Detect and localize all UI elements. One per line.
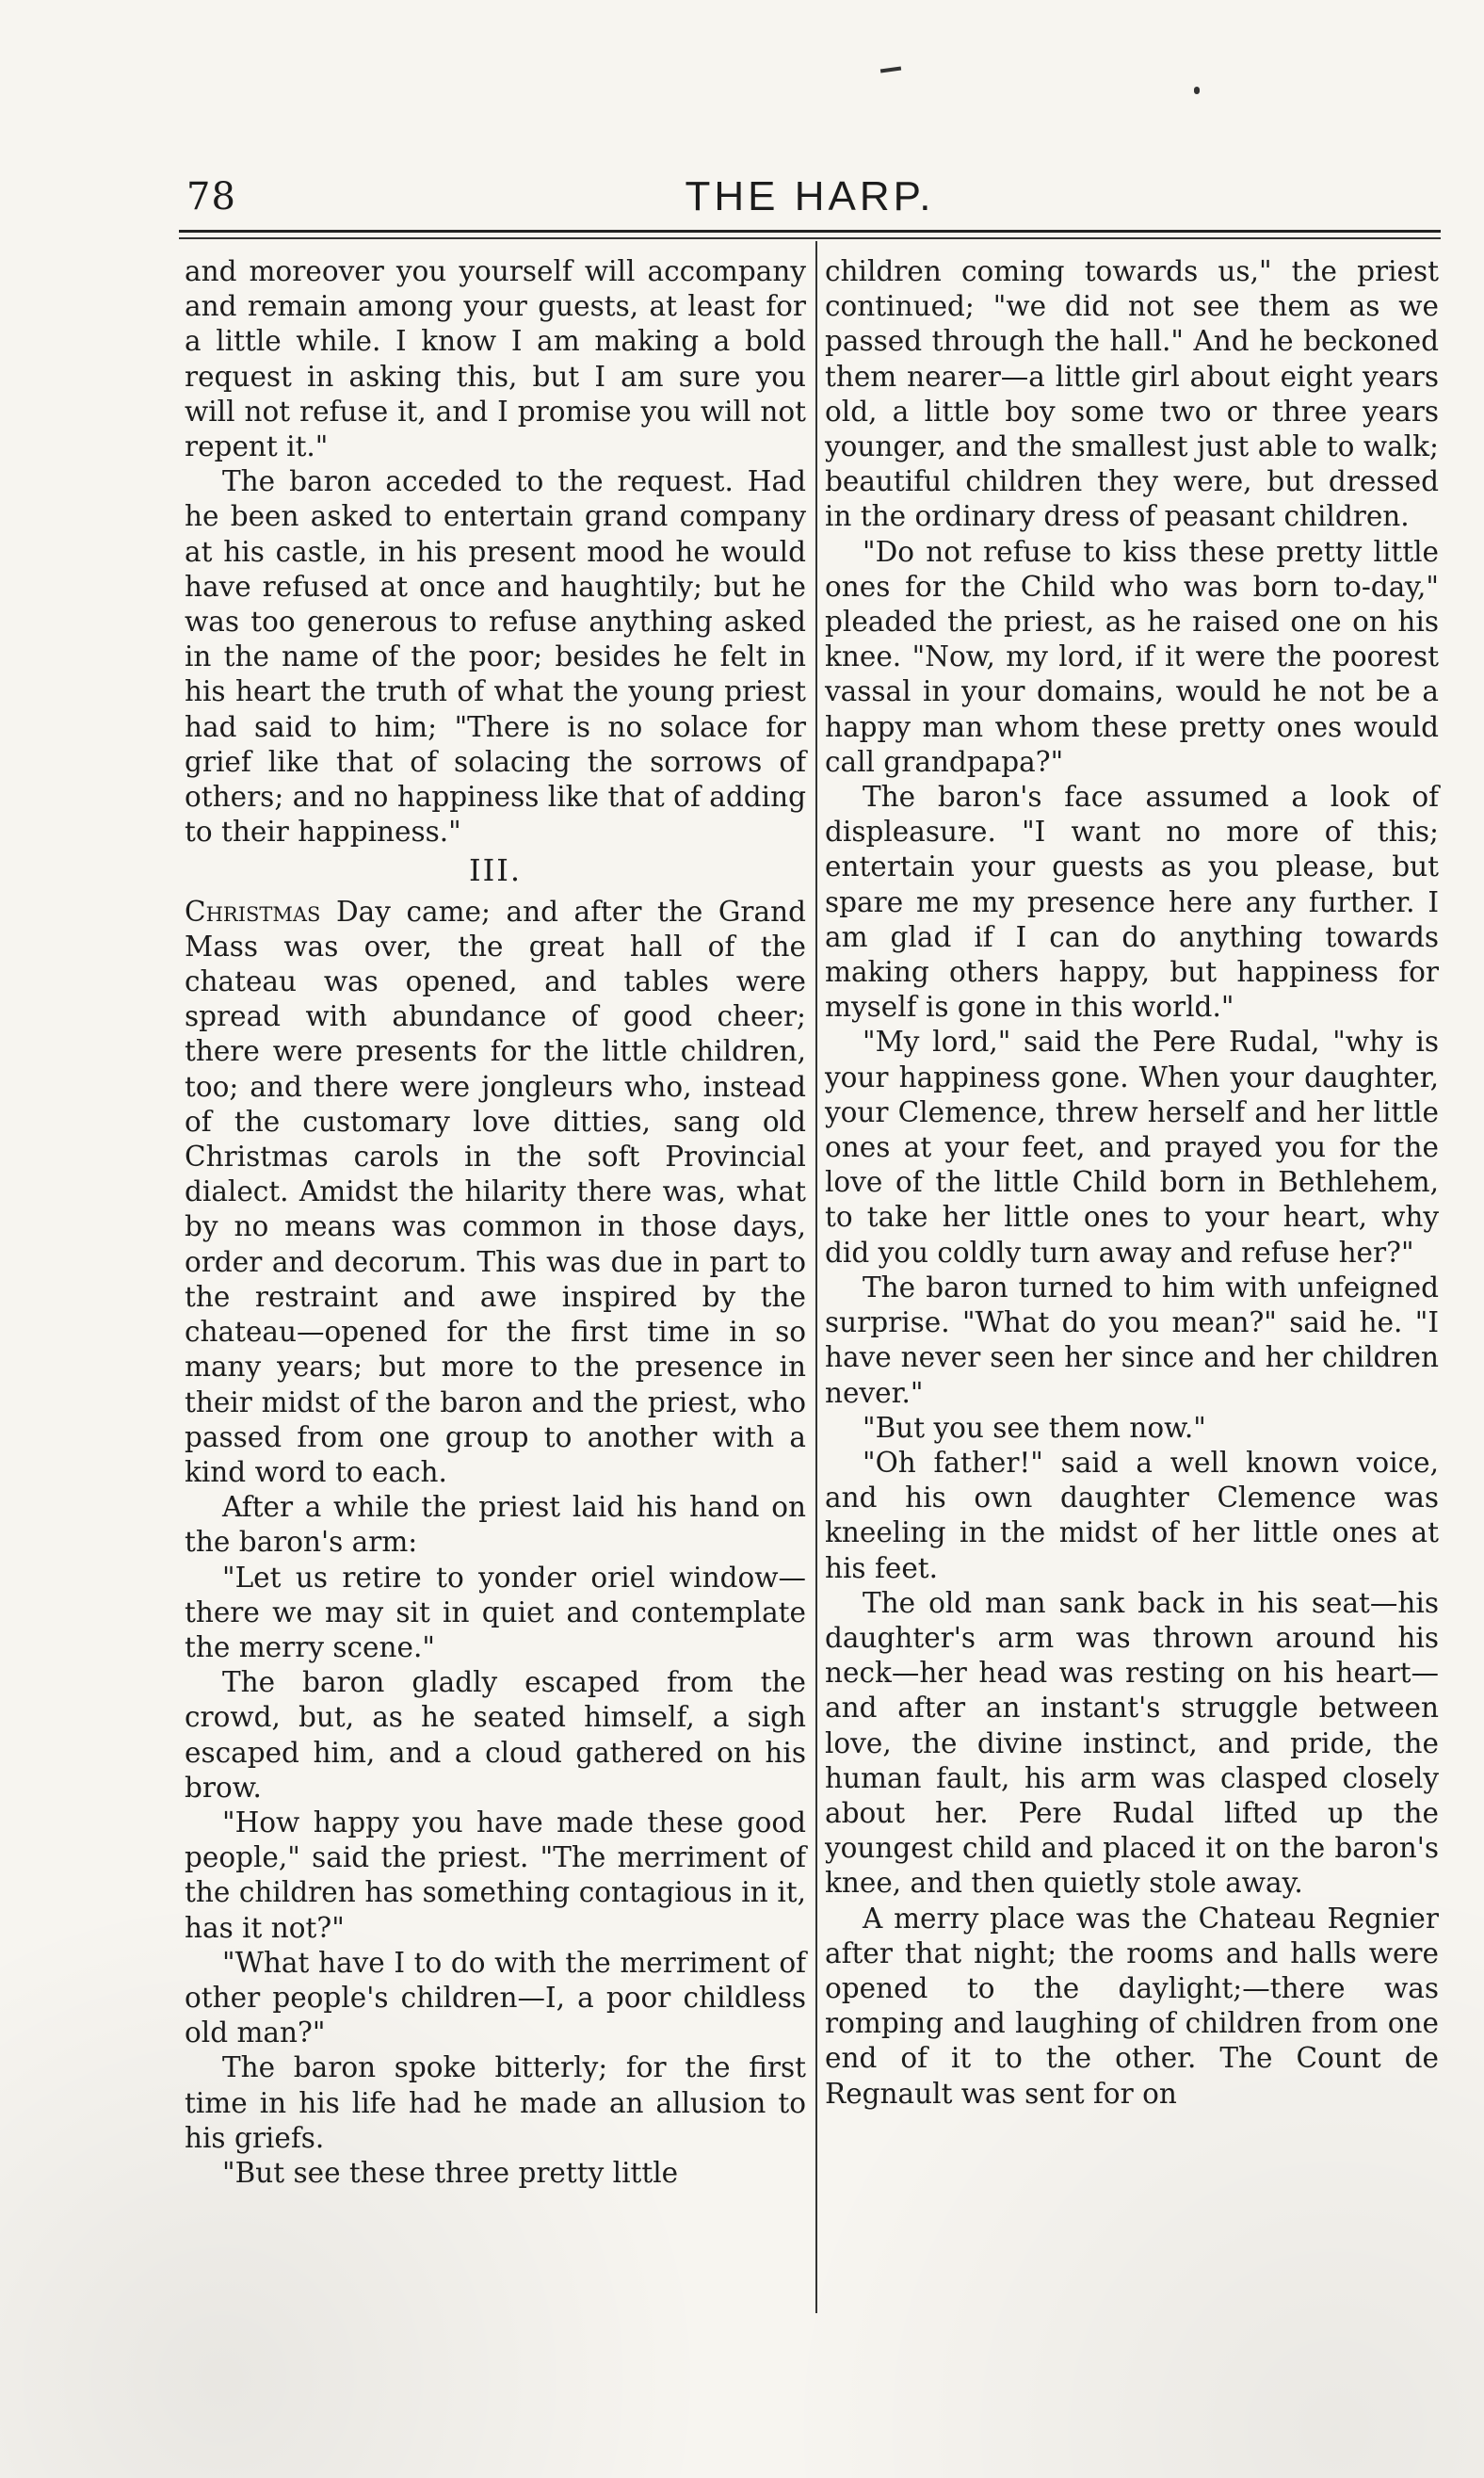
paragraph: "Let us retire to yonder oriel window—there we may sit in quiet and contemplate the merry scene." [185,1561,806,1663]
header-rule-thin [179,237,1441,239]
paragraph: "But see these three pretty little [222,2156,679,2189]
paragraph: The baron turned to him with unfeigned surprise. "What do you mean?" said he. "I have never seen her since and her children never." [825,1271,1439,1409]
paragraph: The old man sank back in his seat—his daughter's arm was thrown around his neck—her head was resting on his heart—and after an instant's struggle between love, the divine instinct, and pride, the human fault, his arm was clasped closely about her. Pere Rudal lifted up the youngest child and placed it on the baron's knee, and then quietly stole away. [825,1586,1439,1900]
paragraph [185,895,806,1490]
running-title: THE HARP. [685,173,935,219]
header-rule [179,230,1441,233]
paragraph: The baron acceded to the request. Had he been asked to entertain grand company at his castle, in his present mood he would have refused at once and haughtily; but he was too generous to refuse anything asked in the name of the poor; besides he felt in his heart the truth of what the young priest had said to him; "There is no solace for grief like that of solacing the sorrows of others; and no happiness like that of adding to their happiness." [185,465,806,849]
paragraph: The baron's face assumed a look of displeasure. "I want no more of this; entertain your guests as you please, but spare me my presence here any further. I am glad if I can do anything towards making others happy, but happiness for myself is gone in this world." [825,781,1439,1024]
paragraph: "What have I to do with the merriment of other people's children—I, a poor childless old man?" [185,1946,806,2049]
paragraph-text: Day came; and after the Grand Mass was over, the great hall of the chateau was opened, and tables were spread with abundance of good cheer; there were presents for the little children, too; and there were jongleurs who, instead of the customary love ditties, sang old Christmas carols in the soft Provincial dialect. Amidst the hilarity there was, what by no means was common in those days, order and decorum. This was due in part to the restraint and awe inspired by the chateau—opened for the first time in so many years; but more to the presence in their midst of the baron and the priest, who passed from one group to another with a kind word to each. [185,895,806,1488]
left-column [185,254,806,2191]
paragraph: The baron spoke bitterly; for the first time in his life had he made an allusion to his griefs. [185,2051,806,2154]
page-number: 78 [186,175,236,219]
paragraph: "But you see them now." [863,1411,1206,1444]
paragraph: children coming towards us," the priest continued; "we did not see them as we passed through the hall." And he beckoned them nearer—a little girl about eight years old, a little boy some two or three years younger, and the smallest just able to walk; beautiful children they were, but dressed in the ordinary dress of peasant children. [825,255,1439,533]
paragraph: The baron gladly escaped from the crowd, but, as he seated himself, a sigh escaped him, and a cloud gathered on his brow. [185,1666,806,1804]
paragraph: "Oh father!" said a well known voice, and his own daughter Clemence was kneeling in the midst of her little ones at his feet. [825,1446,1439,1584]
paragraph: A merry place was the Chateau Regnier after that night; the rooms and halls were opened to the daylight;—there was romping and laughing of children from one end of it to the other. The Count de Regnault was sent for on [825,1902,1439,2110]
paragraph: "Do not refuse to kiss these pretty little ones for the Child who was born to-day," pleaded the priest, as he raised one on his knee. "Now, my lord, if it were the poorest vassal in your domains, would he not be a happy man whom these pretty ones would call grandpapa?" [825,535,1439,778]
ink-dot [1194,87,1200,94]
section-heading: III. [468,852,523,889]
column-divider [815,241,817,2313]
paragraph: "My lord," said the Pere Rudal, "why is your happiness gone. When your daughter, your Clemence, threw herself and her little ones at your feet, and prayed you for the love of the little Child born in Bethlehem, to take her little ones to your heart, why did you coldly turn away and refuse her?" [825,1026,1439,1269]
right-column [825,254,1439,2112]
lead-word: Christmas [185,895,321,928]
paragraph: "How happy you have made these good people," said the priest. "The merriment of the children has something contagious in it, has it not?" [185,1806,806,1944]
ink-mark [880,66,901,73]
paragraph: and moreover you yourself will accompany and remain among your guests, at least for a little while. I know I am making a bold request in asking this, but I am sure you will not refuse it, and I promise you will not repent it." [185,255,806,463]
paragraph: After a while the priest laid his hand on the baron's arm: [185,1491,806,1559]
running-header [179,168,1441,226]
